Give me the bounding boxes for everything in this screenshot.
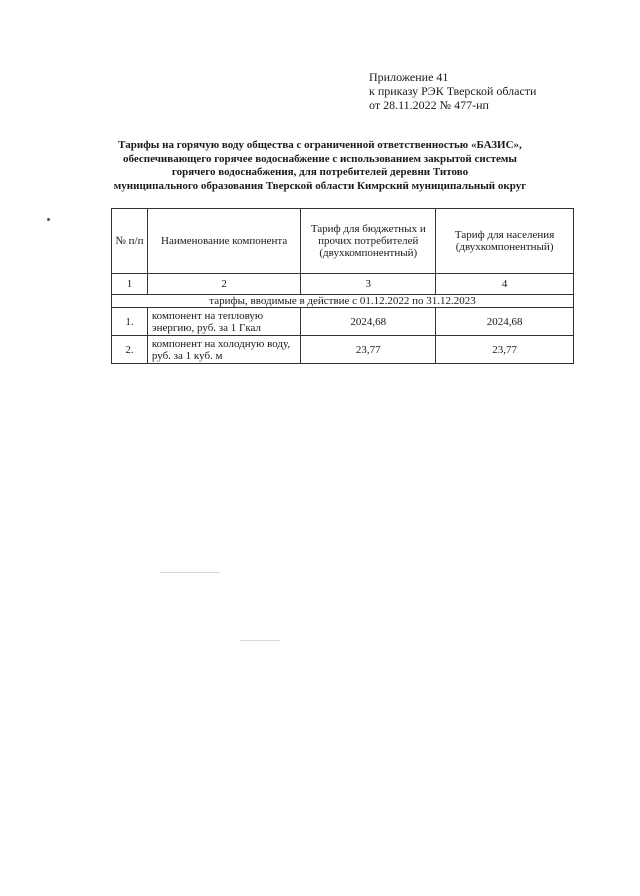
period-text: тарифы, вводимые в действие с 01.12.2022 по 31.12.2023 bbox=[112, 295, 574, 308]
row-budget-tariff: 2024,68 bbox=[301, 308, 436, 336]
appendix-number: Приложение 41 bbox=[369, 70, 449, 84]
column-number-row bbox=[112, 274, 574, 295]
column-number: 4 bbox=[436, 274, 574, 295]
column-number: 2 bbox=[147, 274, 301, 295]
scan-noise-bottom bbox=[240, 640, 280, 641]
appendix-reference bbox=[369, 70, 536, 112]
document-title bbox=[100, 139, 540, 193]
header-num: № п/п bbox=[112, 209, 148, 274]
table-row bbox=[112, 336, 574, 364]
appendix-order: к приказу РЭК Тверской области bbox=[369, 84, 537, 98]
scan-mark bbox=[47, 218, 50, 221]
row-budget-tariff: 23,77 bbox=[301, 336, 436, 364]
header-population-tariff: Тариф для населения (двухкомпонентный) bbox=[436, 209, 574, 274]
table-header-row bbox=[112, 209, 574, 274]
period-row bbox=[112, 295, 574, 308]
table-row bbox=[112, 308, 574, 336]
header-budget-tariff: Тариф для бюджетных и прочих потребителей (двухкомпонентный) bbox=[301, 209, 436, 274]
column-number: 1 bbox=[112, 274, 148, 295]
row-name: компонент на холодную воду, руб. за 1 куб. м bbox=[147, 336, 301, 364]
row-name: компонент на тепловую энергию, руб. за 1 Гкал bbox=[147, 308, 301, 336]
appendix-date: от 28.11.2022 № 477-нп bbox=[369, 98, 489, 112]
row-num: 1. bbox=[112, 308, 148, 336]
title-line-3: горячего водоснабжения, для потребителей деревни Титово bbox=[171, 166, 469, 178]
row-num: 2. bbox=[112, 336, 148, 364]
header-name: Наименование компонента bbox=[147, 209, 301, 274]
title-line-1: Тарифы на горячую воду общества с ограниченной ответственностью «БАЗИС», bbox=[118, 139, 522, 151]
row-population-tariff: 2024,68 bbox=[436, 308, 574, 336]
title-line-4: муниципального образования Тверской области Кимрский муниципальный округ bbox=[113, 179, 527, 192]
title-line-2: обеспечивающего горячее водоснабжение с использованием закрытой системы bbox=[123, 152, 517, 165]
scan-noise-top bbox=[160, 572, 220, 573]
row-population-tariff: 23,77 bbox=[436, 336, 574, 364]
tariff-table bbox=[111, 208, 574, 364]
column-number: 3 bbox=[301, 274, 436, 295]
